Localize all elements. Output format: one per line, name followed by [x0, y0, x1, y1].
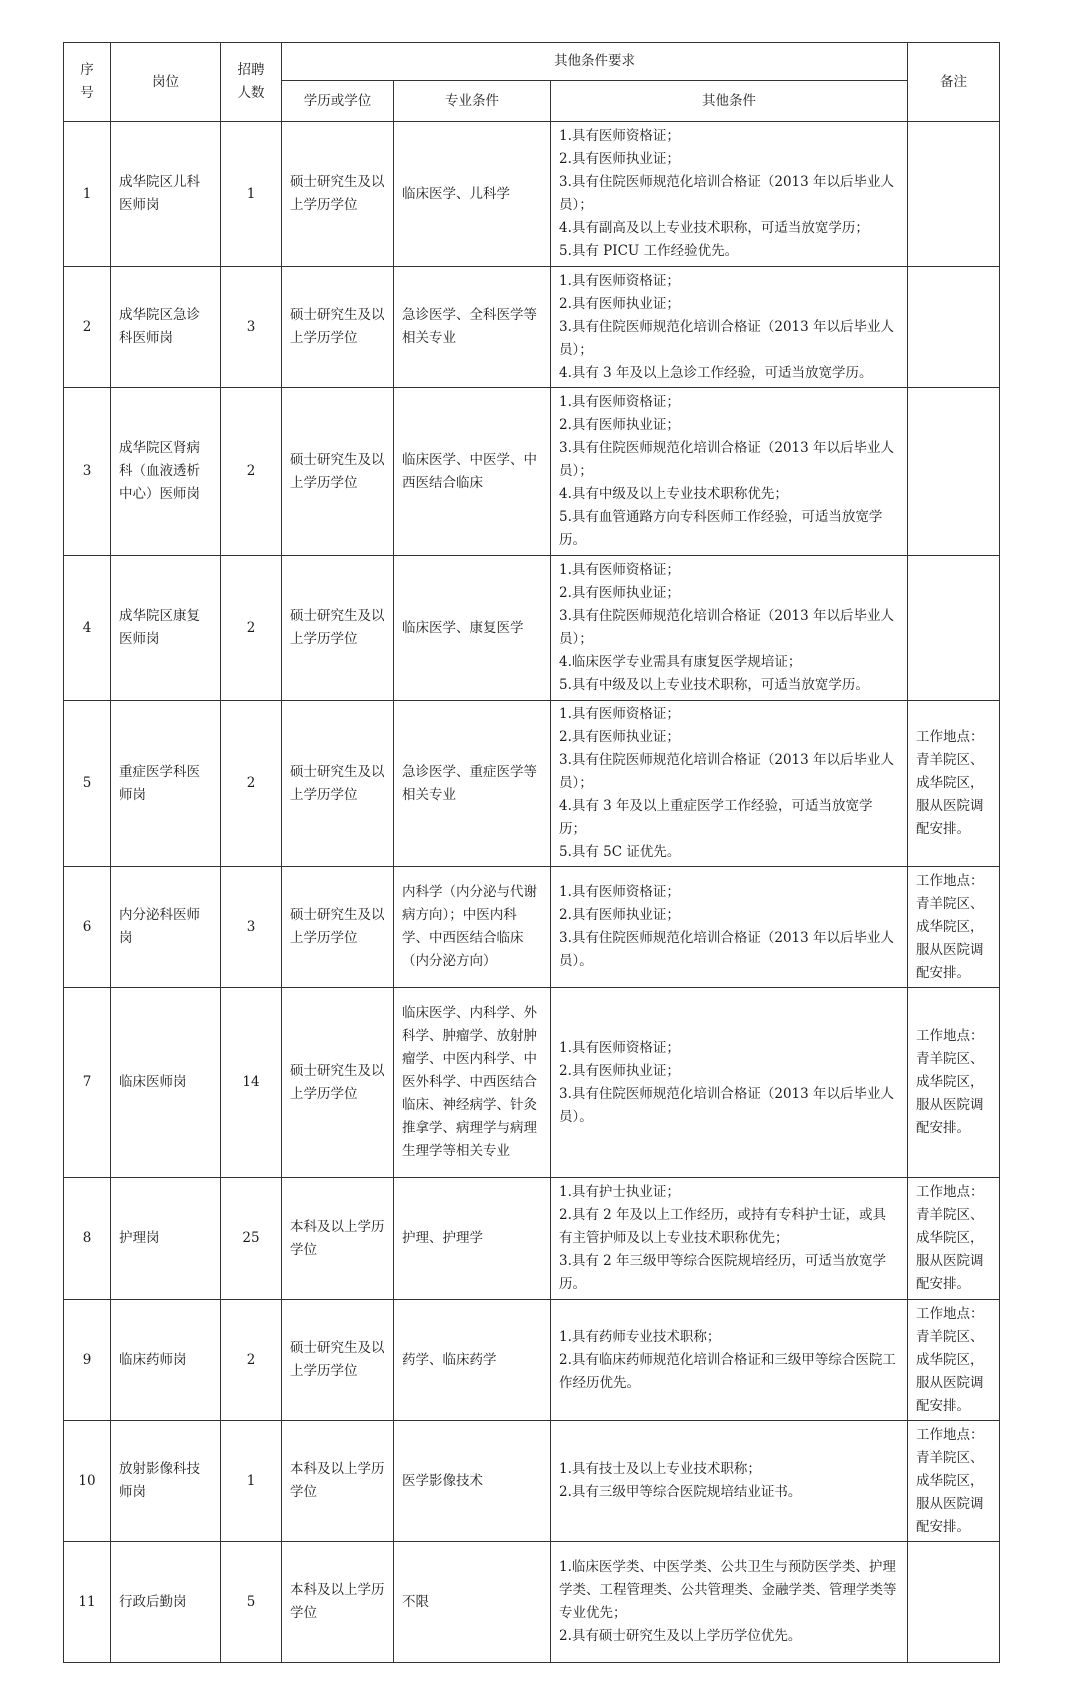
row-count: 2 [221, 1300, 282, 1421]
table-row [64, 556, 1000, 701]
row-other-conditions [551, 1542, 908, 1663]
row-education: 本科及以上学历学位 [282, 1421, 394, 1542]
row-seq: 6 [64, 867, 111, 988]
row-education: 硕士研究生及以上学历学位 [282, 1300, 394, 1421]
row-other-conditions [551, 1178, 908, 1300]
table-row [64, 388, 1000, 556]
condition-line: 2.具有 2 年及以上工作经历，或持有专科护士证，或具有主管护师及以上专业技术职称优先； [559, 1207, 887, 1246]
condition-line: 4.具有 3 年及以上重症医学工作经验，可适当放宽学历； [559, 798, 873, 837]
condition-line: 2.具有硕士研究生及以上学历学位优先。 [559, 1628, 802, 1644]
condition-line: 1.临床医学类、中医学类、公共卫生与预防医学类、护理学类、工程管理类、公共管理类、金融学类、管理学类等专业优先； [559, 1559, 897, 1621]
row-count: 3 [221, 867, 282, 988]
condition-line: 3.具有住院医师规范化培训合格证（2013 年以后毕业人员）。 [559, 930, 895, 969]
condition-line: 1.具有医师资格证； [559, 394, 680, 410]
condition-line: 2.具有医师执业证； [559, 151, 680, 167]
row-education: 硕士研究生及以上学历学位 [282, 867, 394, 988]
condition-line: 4.具有副高及以上专业技术职称，可适当放宽学历； [559, 220, 869, 236]
condition-line: 3.具有住院医师规范化培训合格证（2013 年以后毕业人员）； [559, 440, 895, 479]
header-position: 岗位 [111, 43, 221, 122]
header-major: 专业条件 [394, 81, 551, 122]
condition-line: 3.具有 2 年三级甲等综合医院规培经历，可适当放宽学历。 [559, 1253, 887, 1292]
row-education: 硕士研究生及以上学历学位 [282, 988, 394, 1178]
row-major: 急诊医学、全科医学等相关专业 [394, 267, 551, 388]
row-major: 临床医学、内科学、外科学、肿瘤学、放射肿瘤学、中医内科学、中医外科学、中西医结合临床、神经病学、针灸推拿学、病理学与病理生理学等相关专业 [394, 988, 551, 1178]
row-seq: 11 [64, 1542, 111, 1663]
row-major: 临床医学、中医学、中西医结合临床 [394, 388, 551, 556]
row-count: 3 [221, 267, 282, 388]
condition-line: 2.具有医师执业证； [559, 907, 680, 923]
row-major: 内科学（内分泌与代谢病方向）；中医内科学、中西医结合临床（内分泌方向） [394, 867, 551, 988]
row-major: 临床医学、康复医学 [394, 556, 551, 701]
row-seq: 10 [64, 1421, 111, 1542]
condition-line: 3.具有住院医师规范化培训合格证（2013 年以后毕业人员）； [559, 318, 895, 358]
condition-line: 3.具有住院医师规范化培训合格证（2013 年以后毕业人员）； [559, 174, 895, 213]
row-major: 护理、护理学 [394, 1178, 551, 1300]
table-row [64, 122, 1000, 267]
recruitment-table [63, 42, 1000, 1663]
row-education: 硕士研究生及以上学历学位 [282, 267, 394, 388]
table-row [64, 1542, 1000, 1663]
row-other-conditions [551, 867, 908, 988]
condition-line: 1.具有技士及以上专业技术职称； [559, 1461, 761, 1477]
row-remark [908, 388, 1000, 556]
row-remark: 工作地点：青羊院区、成华院区，服从医院调配安排。 [908, 1178, 1000, 1300]
row-education: 硕士研究生及以上学历学位 [282, 556, 394, 701]
row-count: 1 [221, 1421, 282, 1542]
condition-line: 1.具有医师资格证； [559, 562, 680, 578]
row-position: 临床药师岗 [111, 1300, 221, 1421]
row-remark [908, 556, 1000, 701]
condition-line: 1.具有医师资格证； [559, 128, 680, 144]
row-major: 医学影像技术 [394, 1421, 551, 1542]
row-seq: 5 [64, 701, 111, 867]
row-seq: 3 [64, 388, 111, 556]
row-seq: 9 [64, 1300, 111, 1421]
row-other-conditions [551, 122, 908, 267]
condition-line: 4.具有中级及以上专业技术职称优先； [559, 486, 788, 502]
row-remark: 工作地点：青羊院区、成华院区，服从医院调配安排。 [908, 1421, 1000, 1542]
row-count: 1 [221, 122, 282, 267]
condition-line: 4.临床医学专业需具有康复医学规培证； [559, 654, 802, 670]
row-remark: 工作地点：青羊院区、成华院区，服从医院调配安排。 [908, 701, 1000, 867]
row-remark: 工作地点：青羊院区、成华院区，服从医院调配安排。 [908, 988, 1000, 1178]
row-seq: 8 [64, 1178, 111, 1300]
row-remark: 工作地点：青羊院区、成华院区，服从医院调配安排。 [908, 867, 1000, 988]
condition-line: 5.具有血管通路方向专科医师工作经验，可适当放宽学历。 [559, 509, 883, 548]
header-education: 学历或学位 [282, 81, 394, 122]
condition-line: 3.具有住院医师规范化培训合格证（2013 年以后毕业人员）。 [559, 1085, 895, 1125]
row-position: 成华院区康复医师岗 [111, 556, 221, 701]
row-seq: 2 [64, 267, 111, 388]
table-row [64, 867, 1000, 988]
row-position: 重症医学科医师岗 [111, 701, 221, 867]
row-remark [908, 1542, 1000, 1663]
table-row [64, 1178, 1000, 1300]
row-other-conditions [551, 267, 908, 388]
row-major: 临床医学、儿科学 [394, 122, 551, 267]
row-other-conditions [551, 388, 908, 556]
row-seq: 1 [64, 122, 111, 267]
table-row [64, 988, 1000, 1178]
row-remark: 工作地点：青羊院区、成华院区，服从医院调配安排。 [908, 1300, 1000, 1421]
row-count: 5 [221, 1542, 282, 1663]
row-major: 不限 [394, 1542, 551, 1663]
condition-line: 1.具有护士执业证； [559, 1184, 680, 1200]
row-remark [908, 267, 1000, 388]
header-remark: 备注 [908, 43, 1000, 122]
condition-line: 2.具有医师执业证； [559, 585, 680, 601]
row-other-conditions [551, 988, 908, 1178]
table-row [64, 1300, 1000, 1421]
row-position: 行政后勤岗 [111, 1542, 221, 1663]
header-other-requirements: 其他条件要求 [282, 43, 908, 81]
condition-line: 4.具有 3 年及以上急诊工作经验，可适当放宽学历。 [559, 364, 873, 381]
row-remark [908, 122, 1000, 267]
condition-line: 3.具有住院医师规范化培训合格证（2013 年以后毕业人员）； [559, 608, 895, 647]
row-education: 本科及以上学历学位 [282, 1178, 394, 1300]
condition-line: 3.具有住院医师规范化培训合格证（2013 年以后毕业人员）； [559, 752, 895, 791]
row-education: 硕士研究生及以上学历学位 [282, 122, 394, 267]
condition-line: 1.具有医师资格证； [559, 884, 680, 900]
condition-line: 1.具有药师专业技术职称； [559, 1328, 721, 1345]
condition-line: 2.具有医师执业证； [559, 295, 680, 312]
row-count: 14 [221, 988, 282, 1178]
row-count: 2 [221, 556, 282, 701]
row-major: 药学、临床药学 [394, 1300, 551, 1421]
header-other: 其他条件 [551, 81, 908, 122]
condition-line: 2.具有医师执业证； [559, 729, 680, 745]
row-seq: 4 [64, 556, 111, 701]
row-other-conditions [551, 1421, 908, 1542]
row-other-conditions [551, 556, 908, 701]
row-major: 急诊医学、重症医学等相关专业 [394, 701, 551, 867]
row-position: 内分泌科医师岗 [111, 867, 221, 988]
row-position: 护理岗 [111, 1178, 221, 1300]
condition-line: 1.具有医师资格证； [559, 272, 680, 289]
row-seq: 7 [64, 988, 111, 1178]
condition-line: 2.具有三级甲等综合医院规培结业证书。 [559, 1484, 802, 1500]
condition-line: 5.具有 PICU 工作经验优先。 [559, 243, 739, 259]
row-other-conditions [551, 1300, 908, 1421]
table-row [64, 1421, 1000, 1542]
condition-line: 2.具有医师执业证； [559, 1062, 680, 1079]
table-row [64, 267, 1000, 388]
condition-line: 1.具有医师资格证； [559, 706, 680, 722]
condition-line: 1.具有医师资格证； [559, 1039, 680, 1056]
table-row [64, 701, 1000, 867]
condition-line: 5.具有中级及以上专业技术职称，可适当放宽学历。 [559, 677, 869, 693]
row-other-conditions [551, 701, 908, 867]
condition-line: 5.具有 5C 证优先。 [559, 844, 681, 860]
row-education: 硕士研究生及以上学历学位 [282, 701, 394, 867]
header-seq: 序号 [64, 43, 111, 122]
header-row-top [64, 43, 1000, 81]
condition-line: 2.具有临床药师规范化培训合格证和三级甲等综合医院工作经历优先。 [559, 1351, 896, 1391]
row-education: 本科及以上学历学位 [282, 1542, 394, 1663]
row-position: 成华院区儿科医师岗 [111, 122, 221, 267]
row-position: 成华院区肾病科（血液透析中心）医师岗 [111, 388, 221, 556]
header-count: 招聘人数 [221, 43, 282, 122]
condition-line: 2.具有医师执业证； [559, 417, 680, 433]
row-position: 放射影像科技师岗 [111, 1421, 221, 1542]
row-count: 2 [221, 701, 282, 867]
row-education: 硕士研究生及以上学历学位 [282, 388, 394, 556]
row-count: 25 [221, 1178, 282, 1300]
row-count: 2 [221, 388, 282, 556]
row-position: 临床医师岗 [111, 988, 221, 1178]
row-position: 成华院区急诊科医师岗 [111, 267, 221, 388]
